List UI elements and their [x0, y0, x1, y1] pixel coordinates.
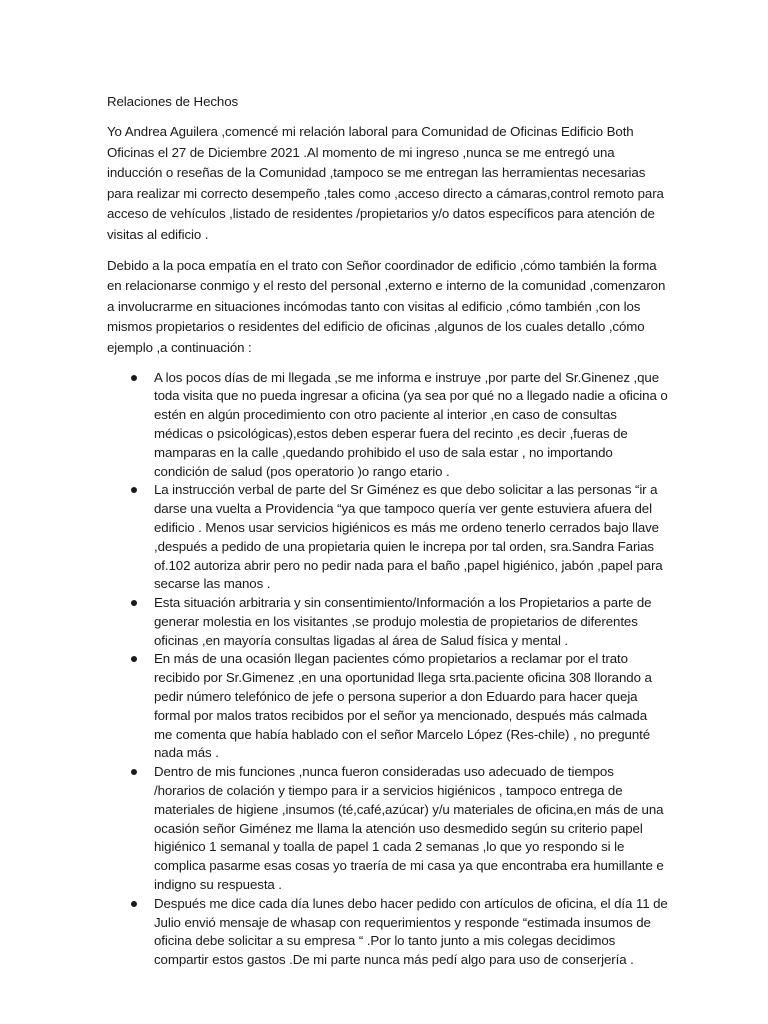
bullet-icon	[131, 901, 137, 907]
list-item	[107, 763, 668, 895]
bullet-icon	[131, 656, 137, 662]
bullet-icon	[131, 375, 137, 381]
paragraph-context: Debido a la poca empatía en el trato con Señor coordinador de edificio ,cómo también la forma en relacionarse conmigo y el resto del personal ,externo e interno de la comunidad ,comenzaron a involucrarme en situaciones incómodas tanto con visitas al edificio ,cómo también ,con los mismos propietarios o residentes del edificio de oficinas ,algunos de los cuales detallo ,cómo ejemplo ,a continuación :	[107, 257, 666, 355]
document-heading: Relaciones de Hechos	[107, 94, 239, 109]
paragraph-intro: Yo Andrea Aguilera ,comencé mi relación laboral para Comunidad de Oficinas Edificio Both Oficinas el 27 de Diciembre 2021 .Al momento de mi ingreso ,nunca se me entregó una inducción o reseñas de la Comunidad ,tampoco se me entregan las herramientas necesarias para realizar mi correcto desempeño ,tales como ,acceso directo a cámaras,control remoto para acceso de vehículos ,listado de residentes /propietarios y/o datos específicos para atención de visitas al edificio .	[107, 124, 664, 242]
list-item	[107, 895, 668, 970]
list-item	[107, 369, 668, 482]
list-item	[107, 650, 668, 763]
list-item-text: Esta situación arbitraria y sin consentimiento/Información a los Propietarios a parte de generar molestia en los visitantes ,se produjo molestia de propietarios de diferentes oficinas ,en mayoría consultas ligadas al área de Salud física y mental .	[154, 595, 652, 648]
list-item	[107, 594, 668, 650]
list-item-text: Después me dice cada día lunes debo hacer pedido con artículos de oficina, el día 11 de Julio envió mensaje de whasap con requerimientos y responde “estimada insumos de oficina debe solicitar a su empresa “ .Por lo tanto junto a mis colegas decidimos compartir estos gastos .De mi parte nunca más pedí algo para uso de conserjería .	[154, 895, 668, 968]
bullet-icon	[131, 487, 137, 493]
list-item-text: La instrucción verbal de parte del Sr Giménez es que debo solicitar a las personas “ir a darse una vuelta a Providencia “ya que tampoco quería ver gente estuviera afuera del edificio . Menos usar servicios higiénicos es más me ordeno tenerlo cerrados bajo llave ,después a pedido de una propietaria quien le increpa por tal orden, sra.Sandra Farias of.102 autoriza abrir pero no pedir nada para el baño ,papel higiénico, jabón ,papel para secarse las manos .	[154, 482, 663, 592]
incident-list	[107, 369, 668, 971]
list-item-text: Dentro de mis funciones ,nunca fueron consideradas uso adecuado de tiempos /horarios de colación y tiempo para ir a servicios higiénicos , tampoco entrega de materiales de higiene ,insumos (té,café,azúcar) y/u materiales de oficina,en más de una ocasión señor Giménez me llama la atención uso desmedido según su criterio papel higiénico 1 semanal y toalla de papel 1 cada 2 semanas ,lo que yo respondo si le complica pasarme esas cosas yo traería de mi casa ya que encontraba era humillante e indigno su respuesta .	[154, 764, 664, 893]
list-item	[107, 481, 668, 594]
list-item-text: A los pocos días de mi llegada ,se me informa e instruye ,por parte del Sr.Ginenez ,que toda visita que no pueda ingresar a oficina (ya sea por qué no a llegado nadie a oficina o estén en algún procedimiento con otro paciente al interior ,en caso de consultas médicas o psicológicas),estos deben esperar fuera del recinto ,es decir ,fueras de mamparas en la calle ,quedando prohibido el uso de sala estar , no importando condición de salud (pos operatorio )o rango etario .	[154, 369, 668, 479]
bullet-icon	[131, 600, 137, 606]
bullet-icon	[131, 769, 137, 775]
list-item-text: En más de una ocasión llegan pacientes cómo propietarios a reclamar por el trato recibido por Sr.Gimenez ,en una oportunidad llega srta.paciente oficina 308 llorando a pedir número telefónico de jefe o persona superior a don Eduardo para hacer queja formal por malos tratos recibidos por el señor ya mencionado, después más calmada me comenta que había hablado con el señor Marcelo López (Res-chile) , no pregunté nada más .	[154, 651, 652, 761]
